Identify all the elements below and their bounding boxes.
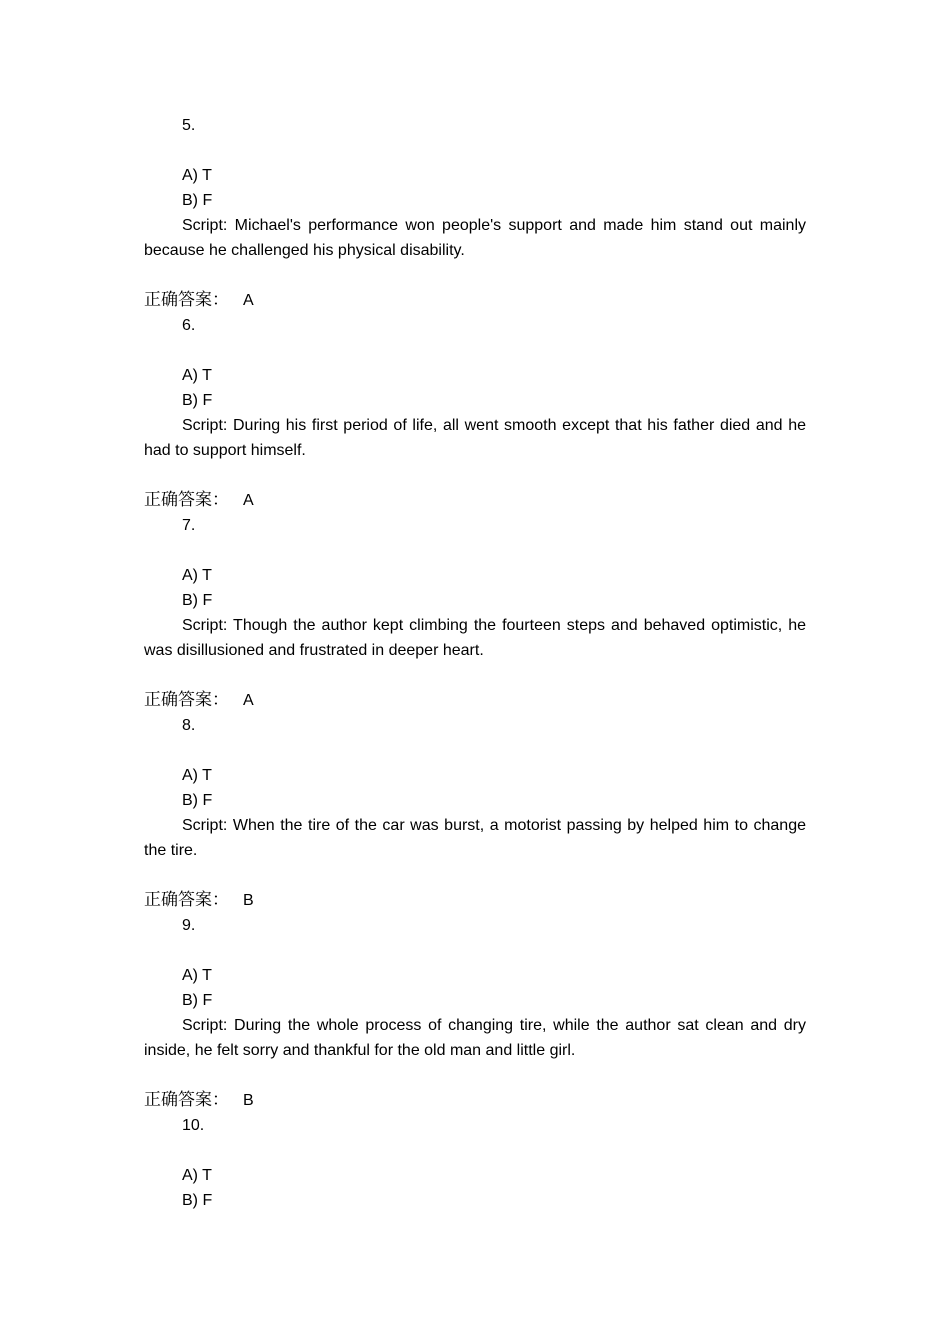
answer-value: A	[243, 292, 254, 309]
blank-line	[144, 263, 806, 288]
blank-line	[144, 1138, 806, 1163]
answer-label: 正确答案：	[144, 690, 229, 710]
script-text: Script: Though the author kept climbing the fourteen steps and behaved optimistic, he was disillusioned and frustrated in deeper heart.	[144, 617, 806, 659]
question-block-9	[144, 913, 806, 1113]
question-number: 9.	[182, 917, 196, 934]
answer-label: 正确答案：	[144, 890, 229, 910]
correct-answer-line	[144, 688, 806, 713]
script-text: Script: Michael's performance won people's support and made him stand out mainly because he challenged his physical disability.	[144, 217, 806, 259]
correct-answer-line	[144, 888, 806, 913]
option-b: B) F	[182, 592, 213, 609]
answer-label: 正确答案：	[144, 290, 229, 310]
option-b: B) F	[182, 992, 213, 1009]
blank-line	[144, 1063, 806, 1088]
answer-value: A	[243, 692, 254, 709]
question-block-8	[144, 713, 806, 913]
question-number: 6.	[182, 317, 196, 334]
blank-line	[144, 738, 806, 763]
question-block-6	[144, 313, 806, 513]
option-a: A) T	[182, 967, 212, 984]
question-block-7	[144, 513, 806, 713]
option-a: A) T	[182, 367, 212, 384]
script-text: Script: During the whole process of changing tire, while the author sat clean and dry inside, he felt sorry and thankful for the old man and little girl.	[144, 1017, 806, 1059]
option-a: A) T	[182, 167, 212, 184]
blank-line	[144, 463, 806, 488]
option-b: B) F	[182, 392, 213, 409]
question-number: 5.	[182, 117, 196, 134]
question-block-5	[144, 113, 806, 313]
answer-value: A	[243, 492, 254, 509]
blank-line	[144, 338, 806, 363]
correct-answer-line	[144, 288, 806, 313]
blank-line	[144, 138, 806, 163]
script-text: Script: When the tire of the car was burst, a motorist passing by helped him to change the tire.	[144, 817, 806, 859]
answer-label: 正确答案：	[144, 1090, 229, 1110]
option-b: B) F	[182, 192, 213, 209]
option-b: B) F	[182, 792, 213, 809]
option-a: A) T	[182, 1167, 212, 1184]
question-block-10	[144, 1113, 806, 1213]
option-a: A) T	[182, 767, 212, 784]
answer-label: 正确答案：	[144, 490, 229, 510]
answer-value: B	[243, 1092, 254, 1109]
correct-answer-line	[144, 1088, 806, 1113]
blank-line	[144, 663, 806, 688]
correct-answer-line	[144, 488, 806, 513]
answer-value: B	[243, 892, 254, 909]
question-number: 10.	[182, 1117, 205, 1134]
blank-line	[144, 538, 806, 563]
option-b: B) F	[182, 1192, 213, 1209]
document-page	[144, 113, 806, 1213]
blank-line	[144, 938, 806, 963]
blank-line	[144, 863, 806, 888]
question-number: 8.	[182, 717, 196, 734]
option-a: A) T	[182, 567, 212, 584]
script-text: Script: During his first period of life, all went smooth except that his father died and he had to support himself.	[144, 417, 806, 459]
question-number: 7.	[182, 517, 196, 534]
